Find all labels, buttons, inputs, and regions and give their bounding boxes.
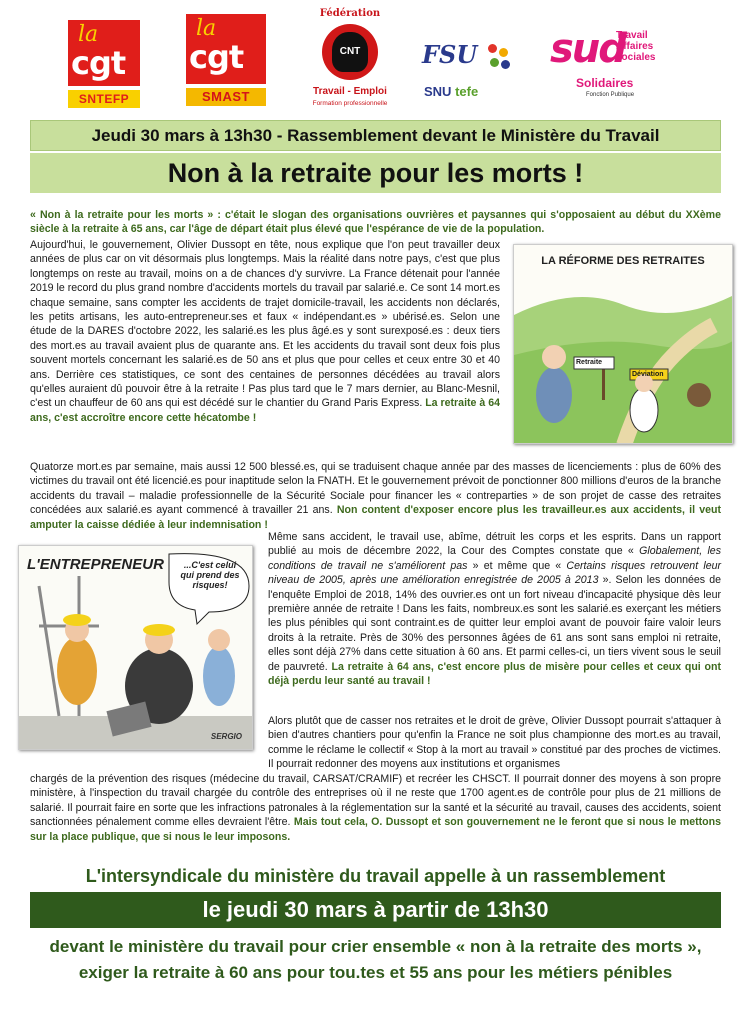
cartoon2-speech-bubble: ...C'est celui qui prend des risques! [180, 560, 240, 590]
fonction-publique-text: Fonction Publique [586, 92, 635, 98]
paragraph-3-quote-2: Certains risques retrouvent leur niveau de 2005, après une amélioration enregistrée de 2005 à 2013 [268, 559, 722, 587]
solidaires-text: Solidaires [576, 76, 634, 90]
footer-date-bar: le jeudi 30 mars à partir de 13h30 [30, 892, 721, 928]
cartoon1-sign-retraite: Retraite [576, 359, 603, 366]
cartoon1-sign-deviation: Déviation [632, 371, 664, 378]
paragraph-2-text: Quatorze mort.es par semaine, mais aussi 12 500 blessé.es, qui se traduisent chaque année par des masses de licenciements : plus de 60% des victimes du travail ont été licencié.es pour inaptitude selon la FNATH. Et le gouvernement prévoit de ponctionner 800 millions d'euros de la branche accidents du travail – maladie professionnelle de la Sécurité Sociale pour financer les « contreparties » de son projet de casse des retraites concédées aux salarié.es ayant commencé à travailler 21 ans. [30, 461, 721, 517]
cgt-sub-label: SNTEFP [68, 90, 140, 108]
paragraph-1-text: Aujourd'hui, le gouvernement, Olivier Dussopt en tête, nous explique que l'on peut travailler deux années de plus car on vit désormais plus longtemps. Mais la réalité dans notre pays, c'est que plus longtemps on reste au travail, moins on a de chances d'y survivre. La France détenait pour l'année 2019 le record du plus grand nombre d'accidents mortels du travail par salarié.e. Ce sont 14 mort.es chaque semaine, sans compter les accidents de trajet domicile-travail, les accidents non déclarés, les petits artisans, les auto-entrepreneur.ses et faux « indépendant.es » ubérisé.es. Selon une étude de la DARES d'octobre 2022, les salarié.es les plus âgé.es y sont surexposé.es : deux tiers des mort.es au travail avaient plus de quarante ans. Et les accidents du travail sont deux fois plus souvent mortels concernant les salarié.es de 50 ans et plus que pour celles et ceux entre 30 et 40 ans. Derrière ces statistiques, ce sont des centaines de personnes décédées au travail alors qu'elles auraient dû pouvoir être à la retraite ! Pas plus tard que le 7 mars dernier, au Blanc-Mesnil, c'est un chauffeur de 60 ans qui est décédé sur le chantier du Grand Paris Express. [30, 239, 500, 410]
paragraph-4-bottom [30, 772, 721, 844]
cgt-smast-logo [186, 14, 266, 110]
cartoon-reforme-retraites [513, 244, 733, 444]
cartoon-entrepreneur [18, 545, 253, 750]
black-cat-icon: CNT [332, 32, 368, 72]
sud-solidaires-logo [550, 26, 668, 110]
cartoon1-title: LA RÉFORME DES RETRAITES [541, 255, 705, 267]
cartoon-reforme-illustration [514, 245, 733, 444]
cgt-name-text: cgt [189, 38, 244, 76]
cgt-la-text: la [196, 16, 217, 41]
cartoon2-signature: SERGIO [210, 732, 242, 741]
cgt-sntefp-logo [68, 20, 140, 112]
paragraph-4-highlight: Mais tout cela, O. Dussopt et son gouvernement ne le feront que si nous le mettons sur la place publique, que si nous le leur imposons. [30, 816, 722, 843]
footer-call-line: L'intersyndicale du ministère du travail appelle à un rassemblement [85, 866, 666, 886]
paragraph-3-highlight: La retraite à 64 ans, c'est encore plus de misère pour celles et ceux qui ont déjà perdu leur santé au travail ! [268, 660, 721, 688]
paragraph-3-text-c: ». Selon les données de l'enquête Emploi de 2018, 14% des ouvrier.es ont un fort niveau d'incapacité physique dès leur première année de retraite ! Dans les faits, nombreux.es sont les salarié.es exerçant les métiers les plus pénibles qui sont contraint.es de quitter leur emploi avant de pouvoir faire valoir leurs droits à la retraite. Près de 30% des personnes âgées de 61 ans sont sans emploi ni retraite, elles sont déjà 27% dans cette situation à 60 ans. Et parmi celles-ci, un tiers vivent sous le seuil de pauvreté. [268, 574, 721, 673]
cgt-name-text: cgt [71, 44, 126, 82]
paragraph-4-text: chargés de la prévention des risques (médecine du travail, CARSAT/CRAMIF) et recréer les CHSCT. Il pourrait donner des moyens à son propre ministère, à l'inspection du travail chargée du contrôle des entreprises où il ne reste que 1700 agent.es de contrôle pour plus de 21 millions de salarié. Il pourrait faire en sorte que les infractions patronales à la réglementation sur la santé et la sécurité au travail, causes des accidents, soient sanctionnées pénalement comme elles devraient l'être. [30, 773, 721, 829]
paragraph-4-top: Alors plutôt que de casser nos retraites et le droit de grève, Olivier Dussopt pourrait s'attaquer à bien d'autres chantiers pour qu'enfin la France ne soit plus championne des mort.es au travail, comme le réclame le collectif « Stop à la mort au travail » constitué par des proches de victimes. Il pourrait redonner des moyens aux institutions et organismes [268, 715, 721, 771]
fsu-dots-icon [488, 44, 510, 70]
cnt-line1: Travail - Emploi [313, 86, 387, 97]
paragraph-3 [268, 530, 721, 688]
cgt-sub-label: SMAST [186, 88, 266, 106]
logos-row [0, 0, 750, 118]
paragraph-2-highlight: Non content d'exposer encore plus les travailleur.es aux accidents, il veut amputer la caisse dédiée à leur indemnisation ! [30, 504, 721, 531]
tefe-text: tefe [455, 84, 479, 99]
sud-right-text: Travail Affaires sociales [616, 30, 656, 63]
cnt-federation-text: Fédération [319, 8, 381, 19]
main-title: Non à la retraite pour les morts ! [30, 153, 721, 193]
cnt-line2: Formation professionnelle [312, 100, 388, 107]
intro-paragraph: « Non à la retraite pour les morts » : c'était le slogan des organisations ouvrières et paysannes qui s'opposaient au début du XXème siècle à la retraite à 65 ans, car l'âge de départ était plus élevé que l'espérance de vie de la population. [30, 209, 721, 236]
paragraph-2 [30, 460, 721, 532]
cartoon2-title: L'ENTREPRENEUR [27, 556, 164, 573]
paragraph-1-highlight: La retraite à 64 ans, c'est accroître encore cette hécatombe ! [30, 397, 500, 424]
cgt-la-text: la [78, 22, 99, 47]
fsu-name: FSU [422, 40, 478, 69]
paragraph-1 [30, 238, 500, 425]
fsu-snu-tefe-logo [416, 38, 510, 106]
event-date-band: Jeudi 30 mars à 13h30 - Rassemblement devant le Ministère du Travail [30, 120, 721, 151]
paragraph-3-text-b: » et même que « [467, 559, 567, 572]
snu-text: SNU [424, 84, 452, 99]
cnt-logo [300, 8, 400, 110]
paragraph-3-text-a: Même sans accident, le travail use, abîme, détruit les corps et les esprits. Dans un rapport publié au mois de décembre 2022, la Cour des Comptes constate que « [268, 531, 721, 558]
sud-word: sud [550, 26, 625, 72]
footer-details: devant le ministère du travail pour crier ensemble « non à la retraite des morts », exiger la retraite à 60 ans pour tou.tes et 55 ans pour les métiers pénibles [49, 937, 702, 982]
paragraph-3-quote-1: Globalement, les conditions de travail ne s'améliorent pas [268, 545, 722, 572]
